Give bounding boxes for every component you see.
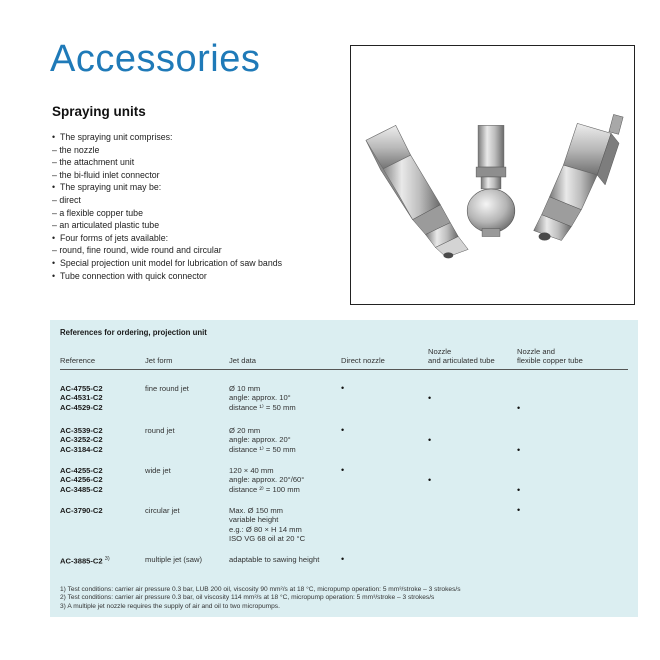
availability-dot: • (341, 554, 345, 564)
column-header-articulated: Nozzle and articulated tube (428, 347, 495, 366)
column-header-copper: Nozzle and flexible copper tube (517, 347, 583, 366)
jet-data-cell: adaptable to sawing height (229, 555, 320, 564)
footnotes (60, 586, 630, 611)
references-title: References for ordering, projection unit (60, 328, 207, 337)
availability-dot: • (341, 465, 345, 475)
list-item: • The spraying unit may be: – direct – a flexible copper tube – an articulated plastic tube (52, 181, 342, 231)
list-item: • Tube connection with quick connector (52, 270, 342, 283)
table-row: AC-4255-C2 AC-4256-C2 AC-3485-C2 (60, 466, 103, 494)
footnote: 2) Test conditions: carrier air pressure 0.3 bar, oil viscosity 114 mm²/s at 18 °C, micropump operation: 5 mm³/stroke – 3 strokes/s (60, 594, 435, 602)
availability-dot: • (341, 383, 345, 393)
jet-form-cell: multiple jet (saw) (145, 555, 202, 564)
header-divider (60, 369, 628, 370)
table-row: AC-3539-C2 AC-3252-C2 AC-3184-C2 (60, 426, 103, 454)
table-row: AC-3885-C2 $^{3)}$ (60, 556, 110, 566)
availability-dot: • (517, 403, 521, 413)
spraying-unit-center (467, 125, 515, 236)
list-subitem: – direct (52, 194, 81, 205)
spraying-unit-left (366, 125, 468, 258)
list-item: • Four forms of jets available: – round, fine round, wide round and circular (52, 232, 342, 257)
jet-form-cell: round jet (145, 426, 175, 435)
list-subitem: – an articulated plastic tube (52, 220, 160, 231)
list-item: • Special projection unit model for lubrication of saw bands (52, 257, 342, 270)
jet-data-cell: Max. Ø 150 mm variable height e.g.: Ø 80 × H 14 mm ISO VG 68 oil at 20 °C (229, 506, 306, 544)
references-panel (50, 320, 638, 617)
column-header-reference: Reference (60, 356, 96, 365)
column-header-jet-form: Jet form (145, 356, 173, 365)
jet-data-cell: Ø 20 mm angle: approx. 20° distance ¹⁾ = 50 mm (229, 426, 296, 454)
list-subitem: – the attachment unit (52, 157, 135, 168)
jet-data-cell: Ø 10 mm angle: approx. 10° distance ¹⁾ = 50 mm (229, 384, 296, 412)
table-row: AC-4755-C2 AC-4531-C2 AC-4529-C2 (60, 384, 103, 412)
list-subitem: – round, fine round, wide round and circular (52, 245, 222, 256)
jet-form-cell: fine round jet (145, 384, 189, 393)
availability-dot: • (517, 505, 521, 515)
list-subitem: – the nozzle (52, 144, 100, 155)
availability-dot: • (428, 475, 432, 485)
column-header-jet-data: Jet data (229, 356, 257, 365)
availability-dot: • (428, 435, 432, 445)
product-photo (350, 45, 635, 305)
jet-form-cell: wide jet (145, 466, 171, 475)
page-title: Accessories (50, 38, 261, 80)
section-subtitle: Spraying units (52, 104, 146, 119)
jet-form-cell: circular jet (145, 506, 180, 515)
column-header-direct-nozzle: Direct nozzle (341, 356, 385, 365)
list-item: • The spraying unit comprises: – the nozzle – the attachment unit – the bi-fluid inlet connector (52, 131, 342, 181)
availability-dot: • (341, 425, 345, 435)
jet-data-cell: 120 × 40 mm angle: approx. 20°/60° distance ²⁾ = 100 mm (229, 466, 305, 494)
footnote: 1) Test conditions: carrier air pressure 0.3 bar, LUB 200 oil, viscosity 90 mm²/s at 18 °C, micropump operation: 5 mm³/stroke – 3 strokes/s (60, 586, 461, 593)
table-row: AC-3790-C2 (60, 506, 103, 515)
spraying-unit-right (534, 114, 623, 240)
availability-dot: • (428, 393, 432, 403)
footnote: 3) A multiple jet nozzle requires the supply of air and oil to two micropumps. (60, 602, 280, 610)
list-subitem: – the bi-fluid inlet connector (52, 169, 160, 180)
feature-list (52, 131, 342, 282)
availability-dot: • (517, 445, 521, 455)
list-subitem: – a flexible copper tube (52, 207, 143, 218)
availability-dot: • (517, 485, 521, 495)
